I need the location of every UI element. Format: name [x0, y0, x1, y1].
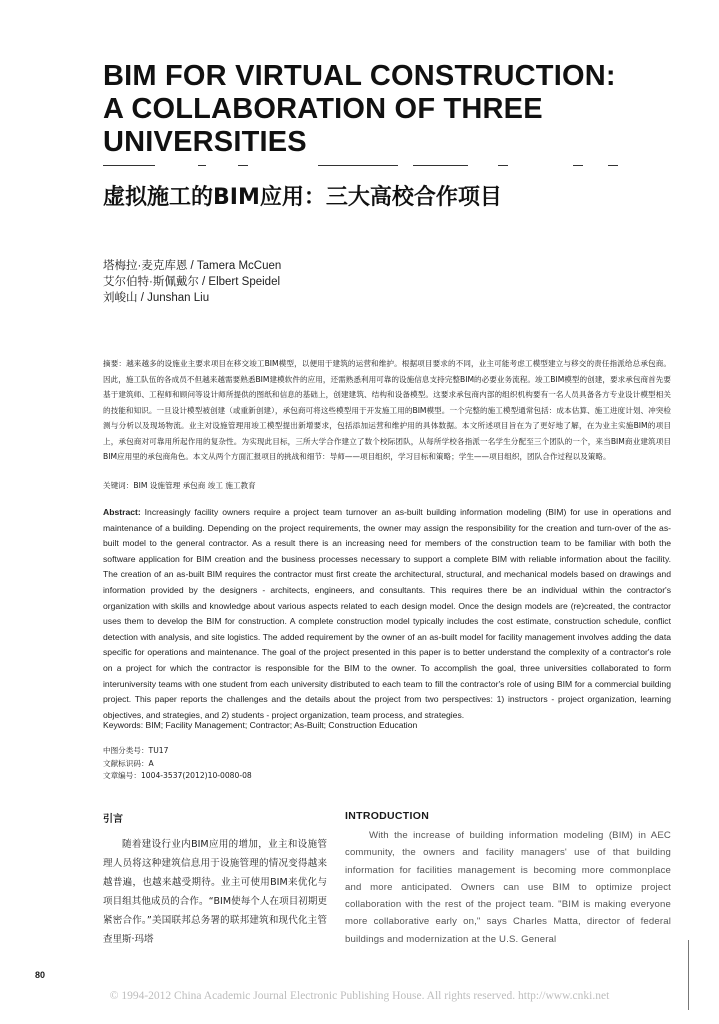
title-divider: [103, 165, 623, 167]
title-line-2: A COLLABORATION OF THREE: [103, 93, 543, 125]
classification-info: [103, 745, 252, 783]
article-number: 文章编号：1004-3537(2012)10-0080-08: [103, 771, 252, 780]
author: 塔梅拉·麦克库恩 / Tamera McCuen: [103, 260, 282, 272]
keywords-en: Keywords: BIM; Facility Management; Contractor; As-Built; Construction Education: [103, 720, 418, 730]
article-title-cn: 虚拟施工的BIM应用：三大高校合作项目: [103, 185, 502, 210]
article-title-en: [103, 60, 693, 159]
intro-body-en: With the increase of building information modeling (BIM) in AEC community, the owners and facility managers' use of that building information for facilities management is becoming more commonplace and more anticipated. Owners can use BIM to optimize project collaboration with the rest of the project team. "BIM is making everyone more collaborative early on," says Charles Matta, director of federal buildings and modernization at the U.S. General: [345, 830, 671, 945]
intro-body-cn: 随着建设行业内BIM应用的增加，业主和设施管理人员将这种建筑信息用于设施管理的情况变得越来越普遍，也越来越受期待。业主可使用BIM来优化与项目组其他成员的合作。“BIM使每个人在项目初期更紧密合作。”美国联邦总务署的联邦建筑和现代化主管查里斯·玛塔: [103, 839, 327, 945]
title-line-3: UNIVERSITIES: [103, 126, 307, 158]
abstract-label: Abstract:: [103, 507, 141, 517]
copyright-footer: © 1994-2012 China Academic Journal Electronic Publishing House. All rights reserved. http://www.cnki.net: [109, 990, 610, 1002]
abstract-en-text: Increasingly facility owners require a project team turnover an as-built building information modeling (BIM) for use in operations and maintenance of a building. Depending on the project requirements, the owner may assign the responsibility for the creation and turn-over of the as-built model to the general contractor. As a result there is an increasing need for members of the construction team to be familiar with both the software application for BIM creation and the business processes necessary to support a complete BIM with reliable information about the facility. The creation of an as-built BIM requires the contractor must first create the architectural, structural, and mechanical models based on drawings and information provided by the designers - architects, engineers, and consultants. This requires there be an individual within the contractor's organization with skills and knowledge about various aspects related to each design model. Once the design models are (re)created, the contractor uses them to develop the BIM for construction. A complete construction model typically includes the cost estimate, construction schedule, conflict detection with analysis, and site logistics. The added requirement by the owner of an as-built model for facility management involves adding the data specific for operations and maintenance. The goal of the project presented in this paper is to better understand the complexity of a contractor's role on a project for which the contractor is responsible for the BIM to the owner. To accomplish the goal, three universities collaborated to form interuniversity teams with one student from each university distributed to each team to fill the contractor's role of using BIM for a commercial building project. This paper reports the challenges and the details about the project from two perspectives: 1) instructors - project organization, learning objectives, and strategies, and 2) students - project organization, team process, and strategies.: [103, 507, 672, 720]
intro-heading-en: INTRODUCTION: [345, 810, 430, 822]
intro-column-en: [345, 810, 671, 948]
keywords-cn: 关键词：BIM 设施管理 承包商 竣工 施工教育: [103, 481, 256, 490]
intro-column-cn: [103, 810, 327, 949]
title-line-1: BIM FOR VIRTUAL CONSTRUCTION:: [103, 60, 616, 92]
clc-number: 中图分类号：TU17: [103, 746, 169, 755]
abstract-en: [103, 505, 671, 723]
abstract-cn: 摘要：越来越多的设施业主要求项目在移交竣工BIM模型，以便用于建筑的运营和维护。根据项目要求的不同，业主可能考虑工模型建立与移交的责任指派给总承包商。因此，施工队伍的各成员不但越来越需要熟悉BIM建模软件的应用，还需熟悉利用可靠的设施信息支持完整BIM的必要业务流程。竣工BIM模型的创建，要求承包商首先要基于建筑师、工程师和顾问等设计师所提供的图纸和信息的基础上，创建建筑、结构和设备模型。这要求承包商内部的组织机构要有一名人员具备各方专业设计模型相关的技能和知识。一旦设计模型被创建（或重新创建），承包商可将这些模型用于开发施工用的BIM模型。一个完整的施工模型通常包括：成本估算、施工进度计划、冲突检测与分析以及现场物流。业主对设施管理用竣工模型提出新增要求，包括添加运营和维护用的具体数据。本文所述项目旨在为了更好地了解，在为业主实施BIM的项目上，承包商对可靠用所起作用的复杂性。为实现此目标，三所大学合作建立了数个校际团队，从每所学校各指派一名学生分配至三个团队的一个，来当BIM商业建筑项目BIM应用里的承包商角色。本文从两个方面汇报项目的挑战和细节：导师——项目组织，学习目标和策略；学生——项目组织，团队合作过程以及策略。: [103, 359, 671, 461]
author: 刘峻山 / Junshan Liu: [103, 292, 210, 304]
document-code: 文献标识码：A: [103, 758, 154, 768]
author-list: [103, 258, 281, 306]
author: 艾尔伯特·斯佩戴尔 / Elbert Speidel: [103, 276, 281, 288]
page-number: 80: [35, 970, 46, 980]
intro-heading-cn: 引言: [103, 814, 123, 825]
